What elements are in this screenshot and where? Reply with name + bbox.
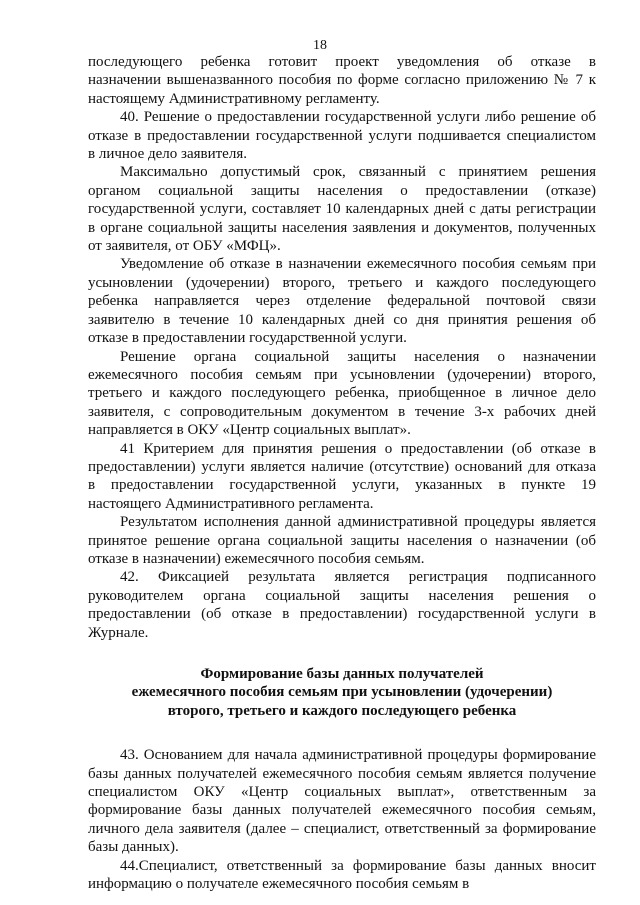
text-line: личного дела заявителя (далее – специалист, ответственный за формирование [88, 820, 596, 837]
text-line: последующего ребенка готовит проект уведомления об отказе в [88, 54, 596, 70]
paragraph-p44 [88, 857, 596, 894]
text-line: настоящего Административного регламента. [88, 495, 374, 512]
text-line: от заявителя, от ОБУ «МФЦ». [88, 238, 281, 255]
text-line: предоставлении) услуги является наличие (отсутствие) оснований для отказа [88, 458, 596, 475]
text-line: руководителем органа социальной защиты населения решения о [88, 587, 596, 604]
text-line: специалистом ОКУ «Центр социальных выплат», ответственным за [88, 784, 596, 801]
text-line: отказе в назначении) ежемесячного пособия семьям. [88, 550, 425, 567]
text-line: Решение органа социальной защиты населения о назначении [120, 348, 596, 365]
heading-line: ежемесячного пособия семьям при усыновлении (удочерении) [131, 684, 553, 701]
paragraph-p43 [88, 746, 596, 856]
paragraph-p40b [88, 163, 596, 255]
paragraphs-top [88, 53, 596, 642]
text-line: в личное дело заявителя. [88, 146, 247, 163]
paragraph-p41 [88, 440, 596, 514]
text-line: 43. Основанием для начала административной процедуры формирование [120, 747, 596, 764]
text-line: в предоставлении государственной услуги, указанных в пункте 19 [88, 477, 596, 494]
text-line: принятое решение органа социальной защиты населения о назначении (об [88, 532, 596, 549]
text-line: в органе социальной защиты населения заявления и документов, полученных [88, 219, 596, 236]
text-line: Журнале. [88, 624, 149, 641]
text-line: органом социальной защиты населения о предоставлении (отказе) [88, 182, 596, 199]
paragraph-p40 [88, 108, 596, 163]
text-line: третьего и каждого последующего ребенка, приобщенное в личное дело [88, 385, 596, 402]
heading-line: второго, третьего и каждого последующего ребенка [167, 702, 517, 719]
heading-line: Формирование базы данных получателей [200, 666, 484, 682]
paragraph-p0 [88, 53, 596, 108]
text-line: 41 Критерием для принятия решения о предоставлении (об отказе в [120, 440, 596, 457]
text-line: Результатом исполнения данной административной процедуры является [120, 514, 596, 531]
text-line: заявителю в течение 10 календарных дней со дня принятия решения об [88, 311, 596, 328]
text-line: ежемесячного пособия семьям при усыновлении (удочерении) второго, [88, 366, 596, 383]
page-number: 18 [313, 38, 327, 53]
page-content [88, 53, 596, 893]
text-line: усыновлении (удочерении) второго, третьего и каждого последующего [88, 274, 596, 291]
paragraph-p40c [88, 255, 596, 347]
text-line: Уведомление об отказе в назначении ежемесячного пособия семьям при [120, 256, 596, 273]
paragraph-p42 [88, 568, 596, 642]
text-line: ребенка направляется через отделение федеральной почтовой связи [88, 293, 596, 310]
section-heading [88, 665, 596, 720]
paragraph-p40d [88, 348, 596, 440]
text-line: информацию о получателе ежемесячного пособия семьям в [88, 876, 470, 893]
text-line: направляется в ОКУ «Центр социальных выплат». [88, 422, 411, 439]
text-line: отказе в предоставлении государственной услуги подшивается специалистом [88, 127, 596, 144]
text-line: государственной услуги, составляет 10 календарных дней с даты регистрации [88, 201, 596, 218]
paragraphs-bottom [88, 746, 596, 893]
text-line: настоящему Административному регламенту. [88, 90, 380, 107]
text-line: базы данных получателей ежемесячного пособия семьям является получение [88, 765, 596, 782]
text-line: 40. Решение о предоставлении государственной услуги либо решение об [120, 109, 596, 126]
text-line: формирование базы данных получателей ежемесячного пособия семьям, [88, 802, 596, 819]
text-line: назначении вышеназванного пособия по форме согласно приложению № 7 к [88, 72, 596, 89]
text-line: 42. Фиксацией результата является регистрация подписанного [120, 569, 596, 586]
text-line: Максимально допустимый срок, связанный с принятием решения [120, 164, 596, 181]
text-line: 44.Специалист, ответственный за формирование базы данных вносит [120, 857, 596, 874]
paragraph-p41b [88, 513, 596, 568]
text-line: базы данных). [88, 839, 179, 856]
text-line: заявителя, с сопроводительным документом в течение 3-х рабочих дней [88, 403, 596, 420]
text-line: предоставлении (об отказе в предоставлении) государственной услуги в [88, 606, 596, 623]
text-line: отказе в предоставлении государственной услуги. [88, 330, 407, 347]
